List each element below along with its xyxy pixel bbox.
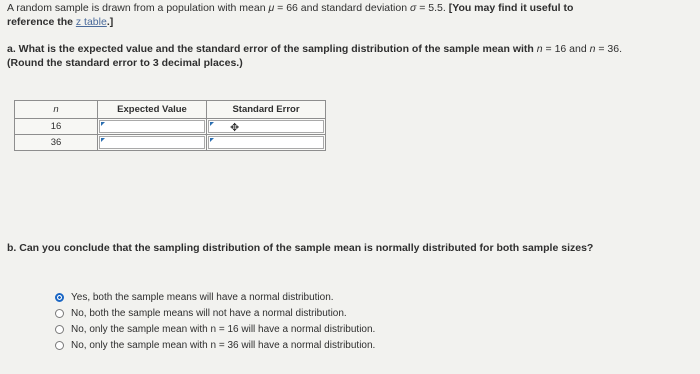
- standard-error-field[interactable]: [208, 136, 324, 149]
- radio-button-selected[interactable]: [55, 293, 64, 302]
- question-a-line2: (Round the standard error to 3 decimal places.): [7, 57, 243, 69]
- problem-intro-line2: [7, 16, 113, 28]
- option-label: Yes, both the sample means will have a normal distribution.: [71, 291, 334, 303]
- row-n-value: 16: [15, 119, 98, 135]
- expected-value-input-n36[interactable]: [98, 135, 207, 151]
- option-no-both-not-normal[interactable]: [55, 305, 375, 321]
- option-label: No, only the sample mean with n = 16 will have a normal distribution.: [71, 323, 376, 335]
- hint-text-end: .]: [106, 16, 114, 28]
- table-header-row: [15, 101, 326, 119]
- option-yes-both-normal[interactable]: [55, 289, 375, 305]
- header-expected-value: Expected Value: [98, 101, 207, 119]
- radio-button[interactable]: [55, 325, 64, 334]
- table-row: [15, 135, 326, 151]
- z-table-link[interactable]: z table: [75, 16, 107, 28]
- hint-text: [You may find it useful to: [448, 2, 574, 14]
- header-n: n: [15, 101, 98, 119]
- option-only-n36-normal[interactable]: [55, 337, 375, 353]
- expected-value-field[interactable]: [99, 120, 205, 133]
- option-label: No, only the sample mean with n = 36 will have a normal distribution.: [71, 339, 376, 351]
- sigma-symbol: σ: [409, 2, 417, 14]
- radio-button[interactable]: [55, 309, 64, 318]
- header-standard-error: Standard Error: [207, 101, 326, 119]
- expected-value-input-n16[interactable]: [98, 119, 207, 135]
- question-a-text: a. What is the expected value and the standard error of the sampling distribution of the sample mean with: [7, 43, 537, 55]
- answer-table: [14, 100, 326, 151]
- problem-intro-line1: [7, 2, 573, 14]
- question-b-text: b. Can you conclude that the sampling distribution of the sample mean is normally distributed for both sample sizes?: [7, 242, 594, 254]
- mu-symbol: μ: [268, 2, 275, 14]
- question-a-line1: [7, 43, 622, 55]
- option-only-n16-normal[interactable]: [55, 321, 375, 337]
- sd-text: = 5.5.: [416, 2, 449, 14]
- n-variable: n: [589, 43, 596, 55]
- answer-options: [55, 289, 375, 353]
- expected-value-field[interactable]: [99, 136, 205, 149]
- intro-text: A random sample is drawn from a population with mean: [7, 2, 269, 14]
- radio-button[interactable]: [55, 341, 64, 350]
- hint-text-cont: reference the: [7, 16, 76, 28]
- n1-value: = 16 and: [542, 43, 590, 55]
- n-variable: n: [536, 43, 543, 55]
- standard-error-input-n36[interactable]: [207, 135, 326, 151]
- standard-error-field[interactable]: [208, 120, 324, 133]
- row-n-value: 36: [15, 135, 98, 151]
- hand-cursor-icon: ✥: [230, 122, 240, 134]
- mean-text: = 66 and standard deviation: [274, 2, 410, 14]
- option-label: No, both the sample means will not have a normal distribution.: [71, 307, 347, 319]
- n2-value: = 36.: [595, 43, 623, 55]
- table-row: [15, 119, 326, 135]
- standard-error-input-n16[interactable]: [207, 119, 326, 135]
